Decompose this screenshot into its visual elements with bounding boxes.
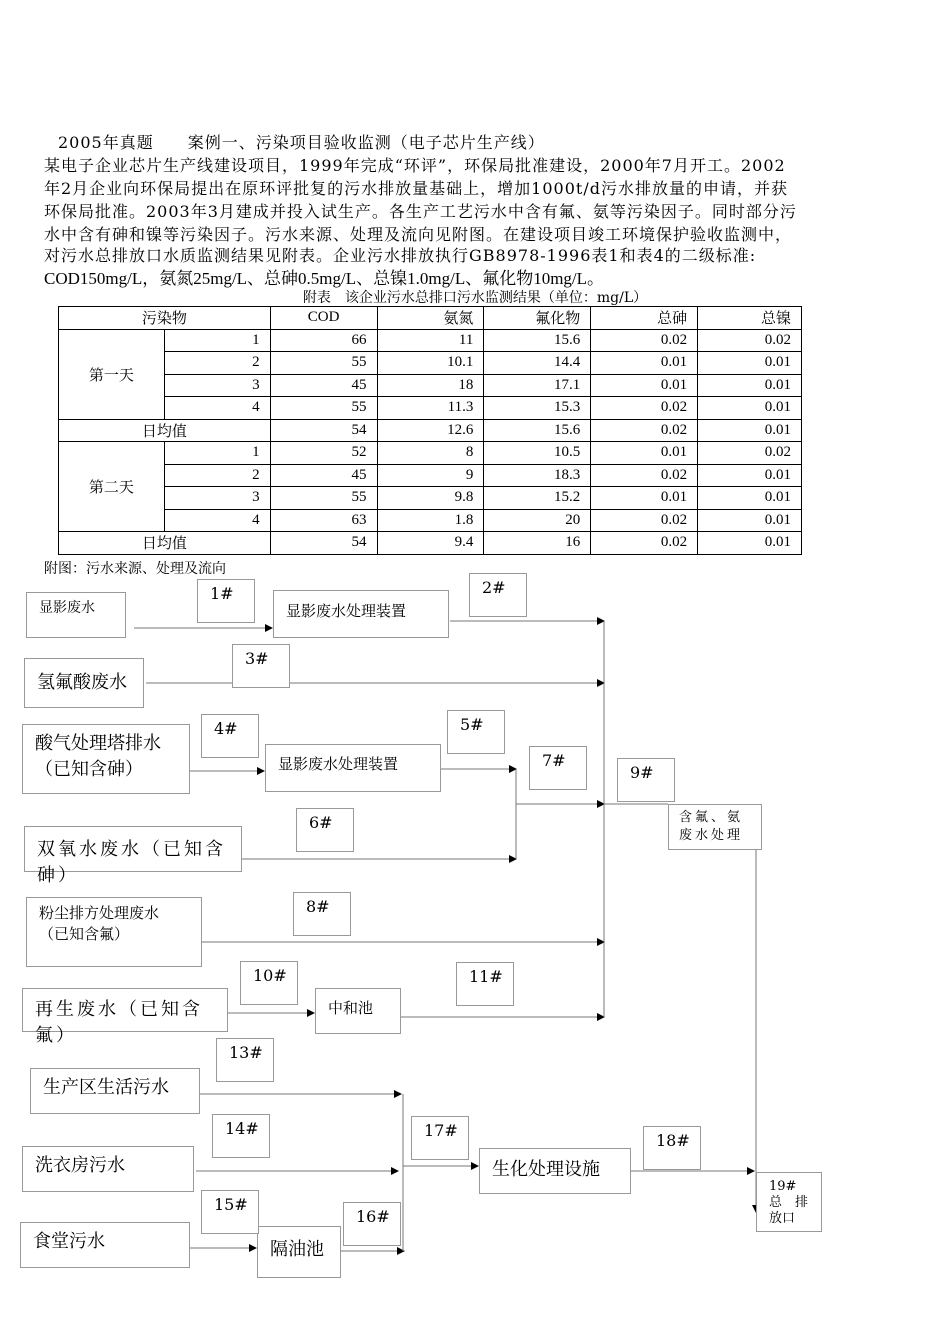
monitoring-point-11: 11# (456, 962, 514, 1006)
developer-treatment-unit-2 (265, 744, 441, 792)
source-hf-wastewater (24, 658, 144, 708)
box-label: 生化处理设施 (492, 1159, 600, 1180)
biological-treatment-facility (479, 1148, 631, 1194)
header-ammonia: 氨氮 (377, 307, 484, 330)
table-cell: 52 (270, 442, 377, 465)
table-cell: 54 (270, 419, 377, 442)
box-label: （已知含氟） (39, 925, 130, 943)
box-label: 19# (769, 1179, 797, 1194)
table-cell: 0.02 (591, 464, 698, 487)
table-cell: 1.8 (377, 509, 484, 532)
paragraph-line-4: 水中含有砷和镍等污染因子。污水来源、处理及流向见附图。在建设项目竣工环境保护验收监测中， (44, 225, 793, 244)
table-cell: 0.02 (591, 397, 698, 420)
table-cell: 9.8 (377, 487, 484, 510)
box-label: 双氧水废水（已知含砷） (37, 839, 226, 886)
table-cell: 0.02 (591, 532, 698, 555)
source-dust-treatment (26, 897, 202, 967)
table-cell: 66 (270, 329, 377, 352)
table-cell: 11 (377, 329, 484, 352)
box-label: 总 排 (769, 1195, 809, 1210)
table-cell: 17.1 (484, 374, 591, 397)
monitoring-point-2: 2# (469, 573, 527, 617)
header-fluoride: 氟化物 (484, 307, 591, 330)
box-label: 粉尘排方处理废水 (39, 904, 160, 922)
table-cell: 0.01 (698, 509, 802, 532)
monitoring-point-3: 3# (232, 644, 290, 688)
monitoring-point-15: 15# (201, 1190, 259, 1234)
table-cell: 0.01 (591, 442, 698, 465)
table-cell: 0.01 (591, 374, 698, 397)
table-cell: 9 (377, 464, 484, 487)
table-cell: 18.3 (484, 464, 591, 487)
monitoring-point-10: 10# (240, 961, 298, 1005)
table-cell: 1 (164, 442, 270, 465)
table-cell: 10.1 (377, 352, 484, 375)
standard-line: COD150mg/L，氨氮25mg/L、总砷0.5mg/L、总镍1.0mg/L、氟化物10mg/L。 (44, 269, 605, 288)
monitoring-point-13: 13# (216, 1038, 274, 1082)
table-cell: 45 (270, 464, 377, 487)
table-cell: 14.4 (484, 352, 591, 375)
table-cell: 0.02 (591, 509, 698, 532)
table-cell: 55 (270, 352, 377, 375)
monitoring-point-1: 1# (197, 579, 255, 623)
source-developer-wastewater (26, 592, 126, 638)
box-label: 含氟、氨 (679, 810, 744, 825)
table-cell: 15.2 (484, 487, 591, 510)
box-label: 放口 (769, 1211, 796, 1226)
table-cell: 4 (164, 397, 270, 420)
table-cell: 10.5 (484, 442, 591, 465)
table-cell: 0.01 (698, 487, 802, 510)
day-label: 第一天 (59, 329, 165, 419)
table-cell: 45 (270, 374, 377, 397)
paragraph-line-1: 某电子企业芯片生产线建设项目，1999年完成“环评”，环保局批准建设，2000年7月开工。2002 (44, 156, 786, 175)
table-cell: 日均值 (59, 532, 271, 555)
box-label: 显影废水 (39, 600, 95, 616)
table-cell: 0.01 (698, 397, 802, 420)
table-cell: 15.3 (484, 397, 591, 420)
table-cell: 0.01 (698, 464, 802, 487)
box-label: 隔油池 (270, 1239, 324, 1260)
figure-label: 附图：污水来源、处理及流向 (44, 561, 226, 577)
table-cell: 20 (484, 509, 591, 532)
monitoring-point-14: 14# (212, 1114, 270, 1158)
table-cell: 日均值 (59, 419, 271, 442)
table-cell: 55 (270, 397, 377, 420)
table-cell: 0.01 (698, 352, 802, 375)
paragraph-line-3: 环保局批准。2003年3月建成并投入试生产。各生产工艺污水中含有氟、氨等污染因子。同时部分污 (44, 202, 797, 221)
table-cell: 0.02 (591, 329, 698, 352)
header-pollutant: 污染物 (59, 307, 271, 330)
table-cell: 15.6 (484, 329, 591, 352)
monitoring-point-9: 9# (617, 758, 675, 802)
monitoring-point-5: 5# (447, 710, 505, 754)
box-label: 中和池 (328, 999, 374, 1017)
source-laundry-sewage (22, 1146, 194, 1192)
box-label: （已知含砷） (35, 759, 143, 780)
neutralization-tank (315, 988, 401, 1034)
developer-treatment-unit-1 (273, 590, 449, 638)
box-label: 生产区生活污水 (43, 1077, 169, 1098)
monitoring-point-4: 4# (201, 714, 259, 758)
box-label: 氢氟酸废水 (37, 672, 127, 693)
table-cell: 54 (270, 532, 377, 555)
table-cell: 11.3 (377, 397, 484, 420)
header-arsenic: 总砷 (591, 307, 698, 330)
paragraph-line-2: 年2月企业向环保局提出在原环评批复的污水排放量基础上，增加1000t/d污水排放量的申请，并获 (44, 179, 788, 198)
box-label: 显影废水处理装置 (286, 602, 407, 620)
grease-trap (257, 1226, 341, 1278)
source-h2o2-wastewater (24, 826, 242, 886)
monitoring-point-8: 8# (293, 892, 351, 936)
table-cell: 15.6 (484, 419, 591, 442)
table-cell: 9.4 (377, 532, 484, 555)
monitoring-point-7: 7# (529, 746, 587, 790)
table-cell: 0.02 (698, 329, 802, 352)
table-cell: 0.01 (698, 532, 802, 555)
total-outlet (756, 1172, 822, 1232)
table-cell: 12.6 (377, 419, 484, 442)
table-cell: 1 (164, 329, 270, 352)
table-cell: 0.01 (591, 352, 698, 375)
box-label: 显影废水处理装置 (278, 755, 399, 773)
table-cell: 0.01 (698, 419, 802, 442)
table-cell: 2 (164, 464, 270, 487)
table-cell: 0.01 (698, 374, 802, 397)
monitoring-point-6: 6# (296, 808, 354, 852)
source-regen-wastewater (22, 988, 228, 1046)
monitoring-point-18: 18# (643, 1126, 701, 1170)
table-cell: 55 (270, 487, 377, 510)
box-label: 再生废水（已知含氟） (35, 999, 203, 1046)
table-cell: 3 (164, 487, 270, 510)
table-cell: 3 (164, 374, 270, 397)
table-cell: 16 (484, 532, 591, 555)
paragraph-line-5: 对污水总排放口水质监测结果见附表。企业污水排放执行GB8978-1996表1和表4的二级标准: (44, 246, 757, 265)
table-cell: 0.02 (591, 419, 698, 442)
source-acid-tower (22, 724, 190, 794)
table-cell: 8 (377, 442, 484, 465)
box-label: 食堂污水 (33, 1231, 105, 1252)
table-caption: 附表 该企业污水总排口污水监测结果（单位：mg/L） (302, 290, 648, 306)
source-domestic-sewage (30, 1068, 200, 1114)
table-cell: 0.01 (591, 487, 698, 510)
box-label: 废水处理 (679, 828, 744, 843)
table-cell: 2 (164, 352, 270, 375)
table-cell: 4 (164, 509, 270, 532)
source-canteen-sewage (20, 1222, 190, 1268)
box-label: 酸气处理塔排水 (35, 733, 161, 754)
header-nickel: 总镍 (698, 307, 802, 330)
box-label: 洗衣房污水 (35, 1155, 125, 1176)
header-cod: COD (270, 307, 377, 330)
table-cell: 63 (270, 509, 377, 532)
monitoring-point-16: 16# (343, 1202, 401, 1246)
title-line: 2005年真题 案例一、污染项目验收监测（电子芯片生产线） (58, 133, 545, 152)
table-cell: 0.02 (698, 442, 802, 465)
day-label: 第二天 (59, 442, 165, 532)
table-cell: 18 (377, 374, 484, 397)
monitoring-point-17: 17# (411, 1116, 469, 1160)
fluoride-ammonia-treatment (668, 804, 762, 850)
